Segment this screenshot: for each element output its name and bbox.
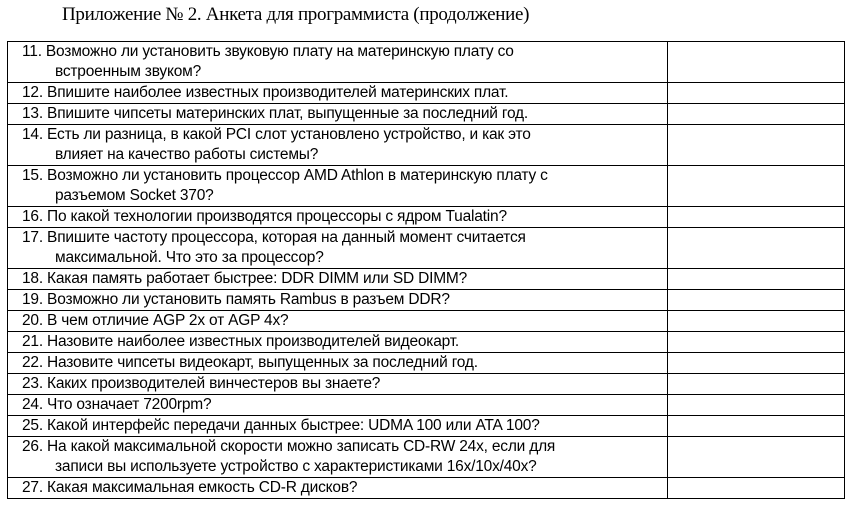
- question-text: 11. Возможно ли установить звуковую плату на материнскую плату со: [22, 43, 514, 60]
- answer-cell[interactable]: [667, 290, 844, 311]
- answer-cell[interactable]: [667, 42, 844, 83]
- answer-cell[interactable]: [667, 104, 844, 125]
- table-row: [8, 207, 845, 228]
- answer-cell[interactable]: [667, 228, 844, 269]
- question-text: 27. Какая максимальная емкость CD-R дисков?: [22, 479, 358, 496]
- question-text: встроенным звуком?: [55, 63, 201, 80]
- answer-cell[interactable]: [667, 478, 844, 499]
- question-text: 13. Впишите чипсеты материнских плат, выпущенные за последний год.: [22, 105, 528, 122]
- table-row: [8, 104, 845, 125]
- question-cell: [8, 104, 668, 125]
- question-cell: [8, 228, 668, 269]
- questionnaire-table: [7, 41, 845, 499]
- table-row: [8, 269, 845, 290]
- question-text: максимальной. Что это за процессор?: [55, 249, 324, 266]
- table-row: [8, 437, 845, 478]
- question-text: 15. Возможно ли установить процессор AMD Athlon в материнскую плату с: [22, 167, 548, 184]
- answer-cell[interactable]: [667, 353, 844, 374]
- table-row: [8, 353, 845, 374]
- answer-cell[interactable]: [667, 83, 844, 104]
- table-row: [8, 395, 845, 416]
- question-text: 19. Возможно ли установить память Rambus в разъем DDR?: [22, 291, 450, 308]
- question-cell: [8, 395, 668, 416]
- question-cell: [8, 290, 668, 311]
- answer-cell[interactable]: [667, 437, 844, 478]
- table-row: [8, 166, 845, 207]
- question-cell: [8, 478, 668, 499]
- answer-cell[interactable]: [667, 269, 844, 290]
- answer-cell[interactable]: [667, 166, 844, 207]
- table-row: [8, 83, 845, 104]
- table-row: [8, 42, 845, 83]
- question-cell: [8, 83, 668, 104]
- question-cell: [8, 332, 668, 353]
- table-row: [8, 478, 845, 499]
- answer-cell[interactable]: [667, 207, 844, 228]
- question-text: 26. На какой максимальной скорости можно записать CD-RW 24x, если для: [22, 438, 556, 455]
- answer-cell[interactable]: [667, 311, 844, 332]
- question-text: 24. Что означает 7200rpm?: [22, 396, 212, 413]
- question-cell: [8, 311, 668, 332]
- answer-cell[interactable]: [667, 332, 844, 353]
- question-cell: [8, 269, 668, 290]
- table-row: [8, 416, 845, 437]
- question-text: 21. Назовите наиболее известных производителей видеокарт.: [22, 333, 460, 350]
- table-row: [8, 125, 845, 166]
- question-cell: [8, 374, 668, 395]
- table-row: [8, 290, 845, 311]
- question-text: влияет на качество работы системы?: [55, 146, 319, 163]
- table-row: [8, 228, 845, 269]
- answer-cell[interactable]: [667, 125, 844, 166]
- question-text: 25. Какой интерфейс передачи данных быстрее: UDMA 100 или ATA 100?: [22, 417, 540, 434]
- question-text: 23. Каких производителей винчестеров вы знаете?: [22, 375, 381, 392]
- question-cell: [8, 125, 668, 166]
- answer-cell[interactable]: [667, 395, 844, 416]
- question-cell: [8, 42, 668, 83]
- question-text: 16. По какой технологии производятся процессоры с ядром Tualatin?: [22, 208, 507, 225]
- question-text: 14. Есть ли разница, в какой PCI слот установлено устройство, и как это: [22, 126, 531, 143]
- question-cell: [8, 437, 668, 478]
- question-text: 22. Назовите чипсеты видеокарт, выпущенных за последний год.: [22, 354, 478, 371]
- question-cell: [8, 166, 668, 207]
- table-row: [8, 332, 845, 353]
- table-row: [8, 374, 845, 395]
- question-text: записи вы используете устройство с характеристиками 16x/10x/40x?: [55, 458, 537, 475]
- table-row: [8, 311, 845, 332]
- question-text: 12. Впишите наиболее известных производителей материнских плат.: [22, 84, 509, 101]
- question-cell: [8, 207, 668, 228]
- question-cell: [8, 353, 668, 374]
- answer-cell[interactable]: [667, 416, 844, 437]
- question-text: 17. Впишите частоту процессора, которая на данный момент считается: [22, 229, 526, 246]
- question-cell: [8, 416, 668, 437]
- question-text: 20. В чем отличие AGP 2x от AGP 4x?: [22, 312, 289, 329]
- answer-cell[interactable]: [667, 374, 844, 395]
- page-title: Приложение № 2. Анкета для программиста (продолжение): [62, 4, 530, 25]
- question-text: 18. Какая память работает быстрее: DDR DIMM или SD DIMM?: [22, 270, 468, 287]
- question-text: разъемом Socket 370?: [55, 187, 214, 204]
